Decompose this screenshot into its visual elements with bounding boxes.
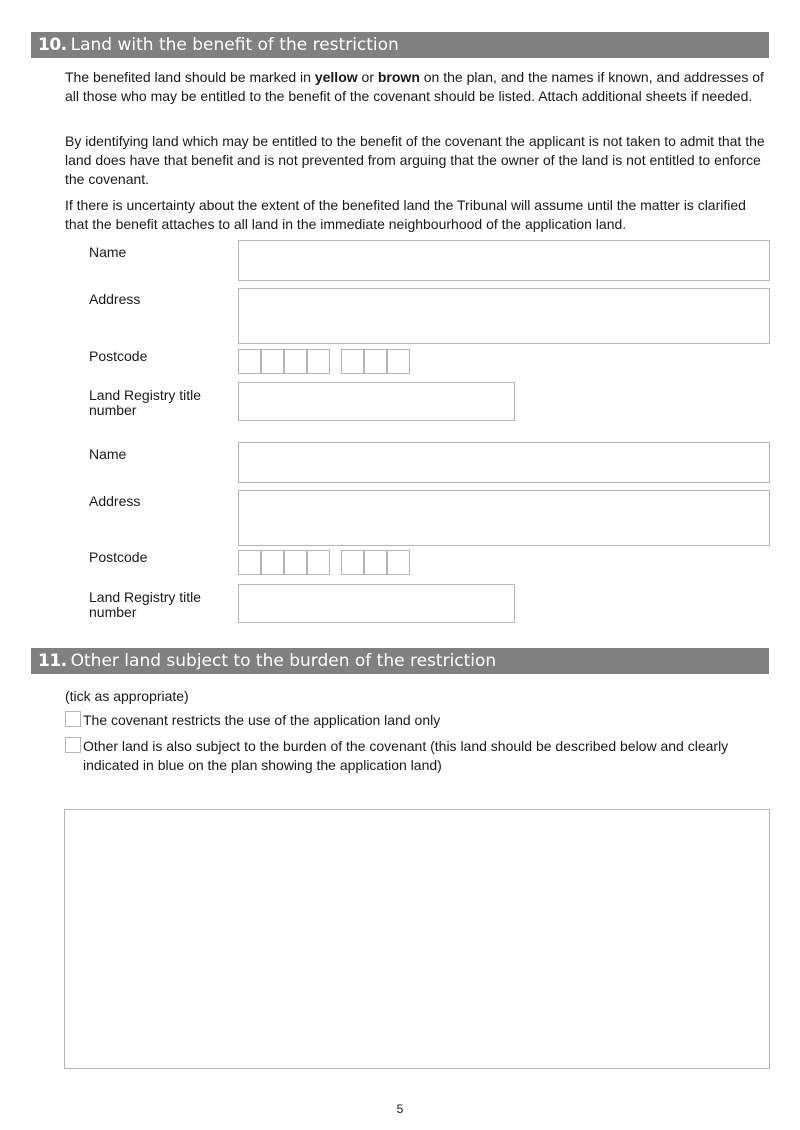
tick-instruction: (tick as appropriate) — [65, 688, 189, 704]
entry-2-name-field[interactable] — [238, 442, 770, 483]
entry-1-name-field[interactable] — [238, 240, 770, 281]
postcode-cell[interactable] — [387, 550, 410, 575]
postcode-cell[interactable] — [261, 550, 284, 575]
section-10-header — [31, 32, 769, 58]
postcode-cell[interactable] — [284, 550, 307, 575]
entry-1-postcode-field[interactable] — [238, 349, 413, 374]
entry-2-postcode-label: Postcode — [89, 549, 148, 565]
entry-2-address-field[interactable] — [238, 490, 770, 546]
section-10-paragraph-1: The benefited land should be marked in yellow or brown on the plan, and the names if known, and addresses of all those who may be entitled to the benefit of the covenant should be listed. Attach additional sheets if needed. — [65, 69, 764, 104]
postcode-cell[interactable] — [341, 349, 364, 374]
option-application-land-only — [65, 711, 765, 731]
entry-2-address-label: Address — [89, 493, 141, 509]
section-10-paragraph-2: By identifying land which may be entitled to the benefit of the covenant the applicant is not taken to admit that the land does have that benefit and is not prevented from arguing that the owner of the land is not entitled to enforce the covenant. — [65, 133, 765, 187]
entry-2-title-number-field[interactable] — [238, 584, 515, 623]
section-11-header — [31, 648, 769, 674]
postcode-cell[interactable] — [261, 349, 284, 374]
page-number: 5 — [396, 1102, 404, 1116]
section-10-paragraph-3: If there is uncertainty about the extent of the benefited land the Tribunal will assume until the matter is clarified that the benefit attaches to all land in the immediate neighbourhood of the application land. — [65, 197, 746, 232]
postcode-cell[interactable] — [238, 349, 261, 374]
entry-1-postcode-label: Postcode — [89, 348, 148, 364]
entry-2-postcode-field[interactable] — [238, 550, 413, 575]
postcode-cell[interactable] — [387, 349, 410, 374]
entry-1-title-number-field[interactable] — [238, 382, 515, 421]
option-application-land-only-label: The covenant restricts the use of the application land only — [83, 712, 441, 728]
other-land-description-field[interactable] — [64, 809, 770, 1069]
option-other-land-burdened — [65, 737, 765, 777]
section-11-title: Other land subject to the burden of the restriction — [70, 651, 497, 671]
section-10-number: 10. — [38, 35, 67, 55]
section-11-number: 11. — [38, 651, 67, 671]
entry-1-name-label: Name — [89, 244, 127, 260]
postcode-cell[interactable] — [341, 550, 364, 575]
postcode-cell[interactable] — [284, 349, 307, 374]
postcode-cell[interactable] — [238, 550, 261, 575]
entry-2-title-number-label: Land Registry title number — [89, 589, 202, 620]
entry-1-address-field[interactable] — [238, 288, 770, 344]
entry-1-title-number-label: Land Registry title number — [89, 387, 202, 418]
option-other-land-burdened-label: Other land is also subject to the burden of the covenant (this land should be described below and clearly indicated in blue on the plan showing the application land) — [83, 738, 729, 773]
section-10-title: Land with the benefit of the restriction — [70, 35, 399, 55]
postcode-cell[interactable] — [307, 550, 330, 575]
postcode-cell[interactable] — [364, 349, 387, 374]
entry-2-name-label: Name — [89, 446, 127, 462]
postcode-cell[interactable] — [307, 349, 330, 374]
postcode-cell[interactable] — [364, 550, 387, 575]
checkbox-other-land-burdened[interactable] — [65, 737, 81, 753]
checkbox-application-land-only[interactable] — [65, 711, 81, 727]
entry-1-address-label: Address — [89, 291, 141, 307]
